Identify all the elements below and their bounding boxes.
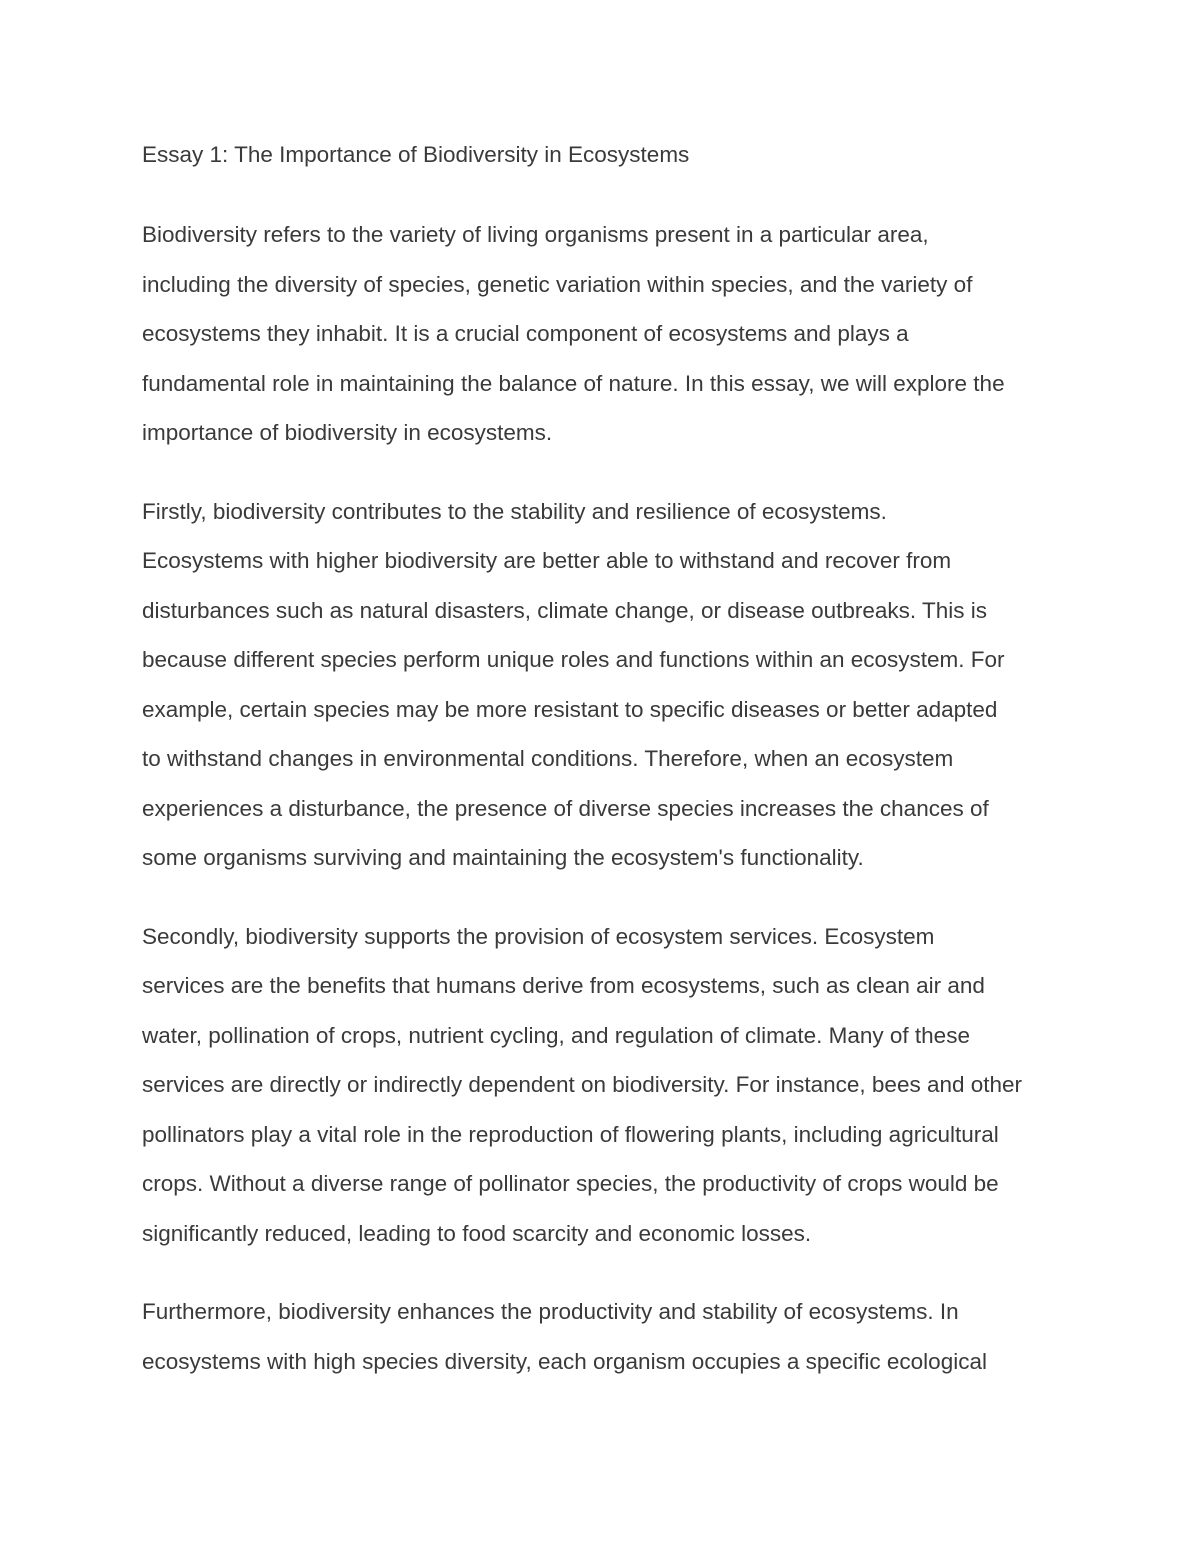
paragraph-stability [142,487,1077,883]
text-line: services are directly or indirectly dependent on biodiversity. For instance, bees and other [142,1072,1023,1097]
text-line: water, pollination of crops, nutrient cycling, and regulation of climate. Many of these [142,1022,970,1048]
essay-title: Essay 1: The Importance of Biodiversity in Ecosystems [142,142,690,167]
text-line: disturbances such as natural disasters, climate change, or disease outbreaks. This is [142,597,988,623]
text-line: fundamental role in maintaining the balance of nature. In this essay, we will explore the [142,370,1005,396]
text-line: experiences a disturbance, the presence of diverse species increases the chances of [142,795,989,821]
text-line: importance of biodiversity in ecosystems. [142,420,553,445]
text-line: ecosystems they inhabit. It is a crucial component of ecosystems and plays a [142,321,909,346]
text-line: to withstand changes in environmental conditions. Therefore, when an ecosystem [142,746,954,771]
text-line: Ecosystems with higher biodiversity are better able to withstand and recover from [142,548,952,573]
text-line: some organisms surviving and maintaining the ecosystem's functionality. [142,845,864,870]
text-line: pollinators play a vital role in the reproduction of flowering plants, including agricultural [142,1121,999,1147]
text-line: Firstly, biodiversity contributes to the stability and resilience of ecosystems. [142,498,887,524]
paragraph-ecosystem-services [142,912,1077,1259]
text-line: crops. Without a diverse range of pollinator species, the productivity of crops would be [142,1171,999,1196]
text-line: because different species perform unique roles and functions within an ecosystem. For [142,647,1005,672]
text-line: Furthermore, biodiversity enhances the productivity and stability of ecosystems. In [142,1299,959,1324]
document-body [142,138,1077,1415]
text-line: including the diversity of species, genetic variation within species, and the variety of [142,271,973,297]
text-line: example, certain species may be more resistant to specific diseases or better adapted [142,696,998,722]
text-line: services are the benefits that humans derive from ecosystems, such as clean air and [142,973,985,998]
text-line: Secondly, biodiversity supports the provision of ecosystem services. Ecosystem [142,923,935,949]
paragraph-productivity [142,1287,1077,1386]
text-line: ecosystems with high species diversity, each organism occupies a specific ecological [142,1348,987,1374]
paragraph-introduction [142,210,1077,458]
text-line: significantly reduced, leading to food scarcity and economic losses. [142,1220,812,1246]
text-line: Biodiversity refers to the variety of living organisms present in a particular area, [142,222,929,247]
